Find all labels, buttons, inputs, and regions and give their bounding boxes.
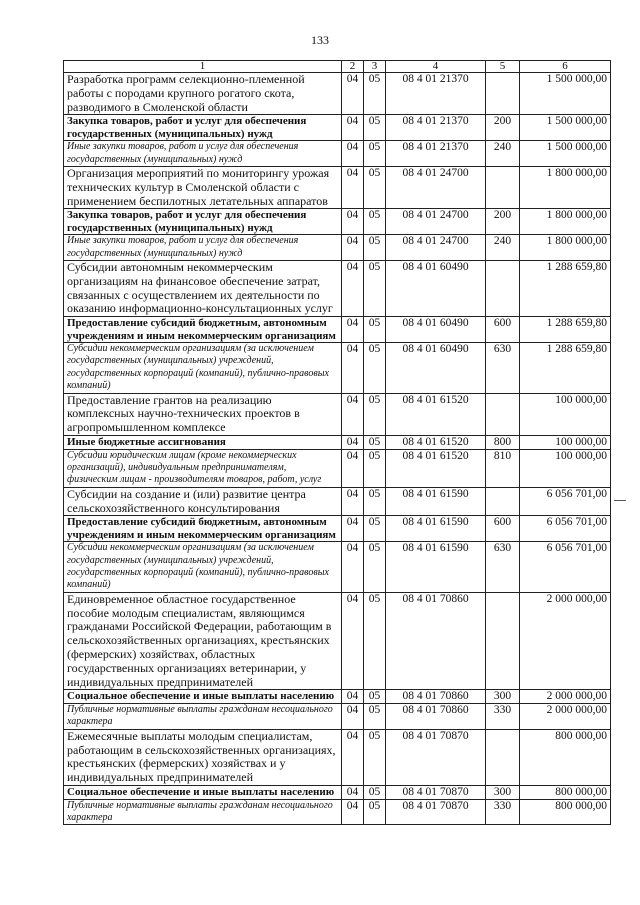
row-amount: 2 000 000,00 [520, 690, 611, 704]
page-number: 133 [311, 33, 329, 47]
row-description: Публичные нормативные выплаты гражданам несоциального характера [64, 799, 342, 825]
row-amount: 1 288 659,80 [520, 317, 611, 343]
row-amount: 1 800 000,00 [520, 209, 611, 235]
row-subsection-code: 05 [364, 141, 386, 167]
row-subsection-code: 05 [364, 729, 386, 785]
row-expense-type-code: 630 [486, 343, 520, 394]
row-section-code: 04 [342, 317, 364, 343]
row-amount: 800 000,00 [520, 799, 611, 825]
row-description: Предоставление субсидий бюджетным, автономным учреждениям и иным некоммерческим организациям [64, 516, 342, 542]
row-target-article-code: 08 4 01 60490 [386, 261, 486, 317]
row-expense-type-code: 300 [486, 786, 520, 800]
column-header: 4 [386, 61, 486, 73]
row-subsection-code: 05 [364, 343, 386, 394]
table-row [64, 436, 611, 450]
row-target-article-code: 08 4 01 61520 [386, 436, 486, 450]
row-section-code: 04 [342, 261, 364, 317]
table-row [64, 235, 611, 261]
column-header: 6 [520, 61, 611, 73]
row-target-article-code: 08 4 01 61520 [386, 449, 486, 487]
row-description: Социальное обеспечение и иные выплаты населению [64, 690, 342, 704]
budget-table [63, 60, 611, 825]
row-section-code: 04 [342, 393, 364, 435]
table-row [64, 393, 611, 435]
row-target-article-code: 08 4 01 70870 [386, 729, 486, 785]
table-row [64, 167, 611, 209]
row-subsection-code: 05 [364, 786, 386, 800]
table-row [64, 704, 611, 730]
row-description: Субсидии некоммерческим организациям (за исключением государственных (муниципальных) учреждений, государственных корпораций (компаний), публично-правовых компаний) [64, 542, 342, 593]
row-subsection-code: 05 [364, 73, 386, 115]
table-row [64, 115, 611, 141]
row-description: Субсидии юридическим лицам (кроме некоммерческих организаций), индивидуальным предпринимателям, физическим лицам - производителям товаров, работ, услуг [64, 449, 342, 487]
row-description: Иные закупки товаров, работ и услуг для обеспечения государственных (муниципальных) нужд [64, 235, 342, 261]
row-expense-type-code: 800 [486, 436, 520, 450]
row-subsection-code: 05 [364, 235, 386, 261]
row-target-article-code: 08 4 01 21370 [386, 73, 486, 115]
row-subsection-code: 05 [364, 167, 386, 209]
row-expense-type-code [486, 592, 520, 690]
row-amount: 6 056 701,00 [520, 516, 611, 542]
row-section-code: 04 [342, 115, 364, 141]
table-row [64, 592, 611, 690]
row-target-article-code: 08 4 01 61590 [386, 516, 486, 542]
table-row [64, 343, 611, 394]
row-description: Организация мероприятий по мониторингу урожая технических культур в Смоленской области с применением беспилотных летательных аппаратов [64, 167, 342, 209]
row-amount: 2 000 000,00 [520, 592, 611, 690]
row-target-article-code: 08 4 01 60490 [386, 343, 486, 394]
row-amount: 1 288 659,80 [520, 343, 611, 394]
row-section-code: 04 [342, 73, 364, 115]
row-subsection-code: 05 [364, 542, 386, 593]
row-expense-type-code: 240 [486, 141, 520, 167]
row-description: Субсидии автономным некоммерческим организациям на финансовое обеспечение затрат, связанных с осуществлением их деятельности по оказанию информационно-консультационных услуг [64, 261, 342, 317]
row-section-code: 04 [342, 799, 364, 825]
row-description: Закупка товаров, работ и услуг для обеспечения государственных (муниципальных) нужд [64, 209, 342, 235]
column-header: 2 [342, 61, 364, 73]
row-target-article-code: 08 4 01 24700 [386, 235, 486, 261]
row-subsection-code: 05 [364, 704, 386, 730]
row-section-code: 04 [342, 449, 364, 487]
row-target-article-code: 08 4 01 70870 [386, 786, 486, 800]
row-expense-type-code: 200 [486, 209, 520, 235]
row-section-code: 04 [342, 343, 364, 394]
row-target-article-code: 08 4 01 70860 [386, 690, 486, 704]
row-target-article-code: 08 4 01 61520 [386, 393, 486, 435]
row-section-code: 04 [342, 542, 364, 593]
table-row [64, 516, 611, 542]
row-section-code: 04 [342, 235, 364, 261]
row-subsection-code: 05 [364, 690, 386, 704]
table-row [64, 209, 611, 235]
row-target-article-code: 08 4 01 70870 [386, 799, 486, 825]
row-subsection-code: 05 [364, 799, 386, 825]
row-section-code: 04 [342, 141, 364, 167]
table-row [64, 729, 611, 785]
row-expense-type-code: 630 [486, 542, 520, 593]
row-section-code: 04 [342, 167, 364, 209]
table-row [64, 449, 611, 487]
row-subsection-code: 05 [364, 592, 386, 690]
row-amount: 800 000,00 [520, 729, 611, 785]
row-subsection-code: 05 [364, 449, 386, 487]
row-description: Ежемесячные выплаты молодым специалистам, работающим в сельскохозяйственных организациях, крестьянских (фермерских) хозяйствах и у индивидуальных предпринимателей [64, 729, 342, 785]
row-target-article-code: 08 4 01 24700 [386, 167, 486, 209]
row-expense-type-code: 200 [486, 115, 520, 141]
table-row [64, 542, 611, 593]
row-amount: 800 000,00 [520, 786, 611, 800]
row-amount: 1 500 000,00 [520, 73, 611, 115]
row-amount: 1 800 000,00 [520, 167, 611, 209]
row-expense-type-code: 600 [486, 516, 520, 542]
row-subsection-code: 05 [364, 436, 386, 450]
row-amount: 100 000,00 [520, 436, 611, 450]
row-section-code: 04 [342, 209, 364, 235]
table-row [64, 487, 611, 516]
row-section-code: 04 [342, 487, 364, 516]
budget-table-body [64, 61, 611, 825]
table-row [64, 799, 611, 825]
row-amount: 1 500 000,00 [520, 115, 611, 141]
row-amount: 1 288 659,80 [520, 261, 611, 317]
row-expense-type-code [486, 487, 520, 516]
row-expense-type-code [486, 73, 520, 115]
row-target-article-code: 08 4 01 60490 [386, 317, 486, 343]
row-expense-type-code: 600 [486, 317, 520, 343]
row-expense-type-code: 330 [486, 799, 520, 825]
table-row [64, 786, 611, 800]
row-subsection-code: 05 [364, 115, 386, 141]
row-target-article-code: 08 4 01 70860 [386, 592, 486, 690]
row-amount: 100 000,00 [520, 393, 611, 435]
row-section-code: 04 [342, 729, 364, 785]
scan-artifact-line [614, 500, 626, 501]
column-header: 3 [364, 61, 386, 73]
row-target-article-code: 08 4 01 61590 [386, 542, 486, 593]
row-section-code: 04 [342, 786, 364, 800]
row-description: Иные закупки товаров, работ и услуг для обеспечения государственных (муниципальных) нужд [64, 141, 342, 167]
row-description: Иные бюджетные ассигнования [64, 436, 342, 450]
row-target-article-code: 08 4 01 21370 [386, 115, 486, 141]
row-description: Социальное обеспечение и иные выплаты населению [64, 786, 342, 800]
row-subsection-code: 05 [364, 487, 386, 516]
row-expense-type-code [486, 167, 520, 209]
row-subsection-code: 05 [364, 209, 386, 235]
row-expense-type-code: 810 [486, 449, 520, 487]
table-row [64, 690, 611, 704]
row-expense-type-code [486, 393, 520, 435]
row-description: Единовременное областное государственное пособие молодым специалистам, являющимся гражданами Российской Федерации, работающим в сельскохозяйственных организациях, крестьянских (фермерских) хозяйствах, областных государственных организациях ветеринарии, у индивидуальных предпринимателей [64, 592, 342, 690]
row-amount: 2 000 000,00 [520, 704, 611, 730]
row-description: Разработка программ селекционно-племенной работы с породами крупного рогатого скота, разводимого в Смоленской области [64, 73, 342, 115]
row-subsection-code: 05 [364, 261, 386, 317]
column-header: 5 [486, 61, 520, 73]
row-target-article-code: 08 4 01 24700 [386, 209, 486, 235]
row-amount: 1 500 000,00 [520, 141, 611, 167]
row-expense-type-code: 330 [486, 704, 520, 730]
row-subsection-code: 05 [364, 317, 386, 343]
row-section-code: 04 [342, 704, 364, 730]
row-expense-type-code [486, 729, 520, 785]
table-row [64, 73, 611, 115]
table-row [64, 141, 611, 167]
row-expense-type-code: 300 [486, 690, 520, 704]
row-section-code: 04 [342, 592, 364, 690]
row-target-article-code: 08 4 01 70860 [386, 704, 486, 730]
row-expense-type-code: 240 [486, 235, 520, 261]
row-subsection-code: 05 [364, 393, 386, 435]
row-amount: 6 056 701,00 [520, 487, 611, 516]
row-amount: 100 000,00 [520, 449, 611, 487]
row-description: Публичные нормативные выплаты гражданам несоциального характера [64, 704, 342, 730]
row-amount: 6 056 701,00 [520, 542, 611, 593]
row-description: Предоставление субсидий бюджетным, автономным учреждениям и иным некоммерческим организациям [64, 317, 342, 343]
table-row [64, 317, 611, 343]
row-description: Субсидии некоммерческим организациям (за исключением государственных (муниципальных) учреждений, государственных корпораций (компаний), публично-правовых компаний) [64, 343, 342, 394]
row-description: Субсидии на создание и (или) развитие центра сельскохозяйственного консультирования [64, 487, 342, 516]
row-section-code: 04 [342, 690, 364, 704]
row-section-code: 04 [342, 436, 364, 450]
row-expense-type-code [486, 261, 520, 317]
row-target-article-code: 08 4 01 21370 [386, 141, 486, 167]
row-amount: 1 800 000,00 [520, 235, 611, 261]
row-description: Закупка товаров, работ и услуг для обеспечения государственных (муниципальных) нужд [64, 115, 342, 141]
table-header-row [64, 61, 611, 73]
column-header: 1 [64, 61, 342, 73]
row-description: Предоставление грантов на реализацию комплексных научно-технических проектов в агропромышленном комплексе [64, 393, 342, 435]
table-row [64, 261, 611, 317]
row-target-article-code: 08 4 01 61590 [386, 487, 486, 516]
row-section-code: 04 [342, 516, 364, 542]
row-subsection-code: 05 [364, 516, 386, 542]
